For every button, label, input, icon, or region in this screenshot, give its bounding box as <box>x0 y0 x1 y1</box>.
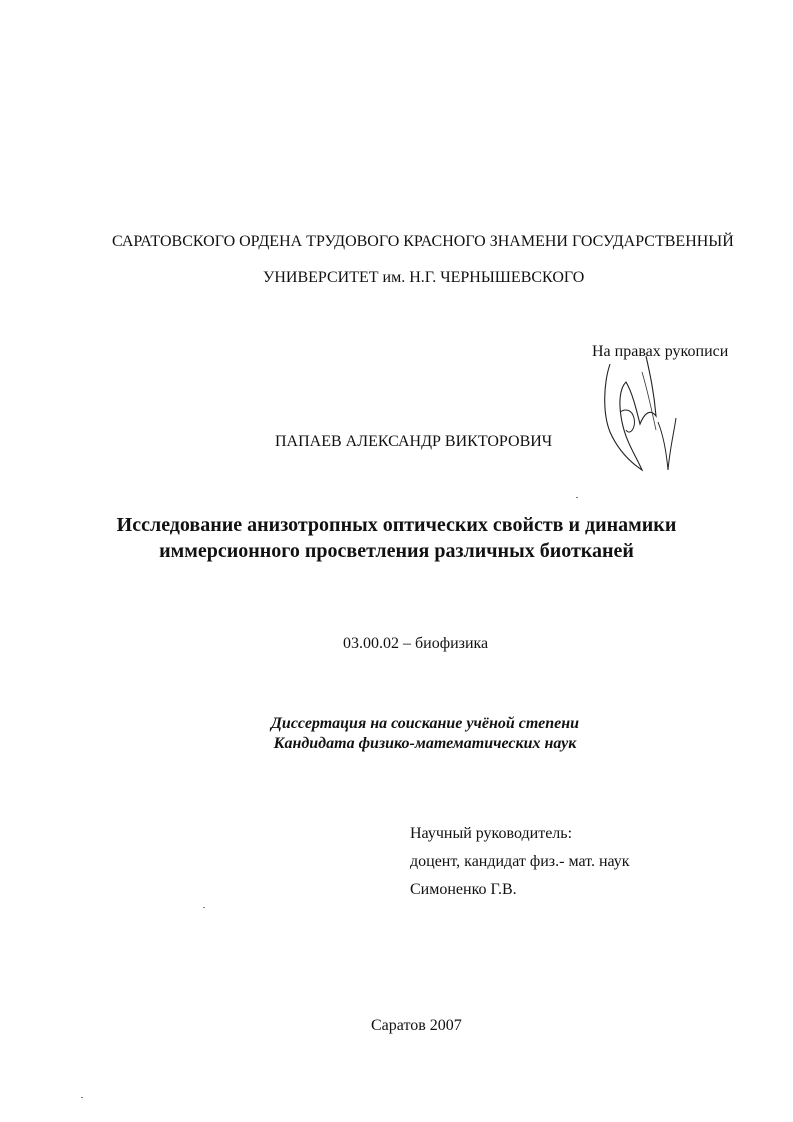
degree-statement <box>0 714 793 754</box>
dissertation-title <box>0 512 793 564</box>
title-line-1: Исследование анизотропных оптических свойств и динамики <box>116 514 677 536</box>
title-line-2: иммерсионного просветления различных биотканей <box>159 540 634 562</box>
scan-speck <box>203 907 205 908</box>
supervisor-block <box>410 820 630 904</box>
handwritten-signature <box>596 352 686 480</box>
rights-note: На правах рукописи <box>592 343 729 360</box>
university-line-1: САРАТОВСКОГО ОРДЕНА ТРУДОВОГО КРАСНОГО ЗНАМЕНИ ГОСУДАРСТВЕННЫЙ <box>112 233 734 250</box>
scan-speck <box>576 497 578 498</box>
author-name: ПАПАЕВ АЛЕКСАНДР ВИКТОРОВИЧ <box>275 433 553 450</box>
degree-line-1: Диссертация на соискание учёной степени <box>271 715 579 732</box>
supervisor-heading: Научный руководитель: <box>410 825 573 842</box>
supervisor-name: Симоненко Г.В. <box>410 881 517 898</box>
university-line-2: УНИВЕРСИТЕТ им. Н.Г. ЧЕРНЫШЕВСКОГО <box>263 269 585 286</box>
supervisor-degree: доцент, кандидат физ.- мат. наук <box>410 853 630 870</box>
degree-line-2: Кандидата физико-математических наук <box>273 735 577 752</box>
city-year: Саратов 2007 <box>371 1017 462 1034</box>
specialty-code: 03.00.02 – биофизика <box>343 635 489 652</box>
scan-speck <box>81 1097 83 1098</box>
